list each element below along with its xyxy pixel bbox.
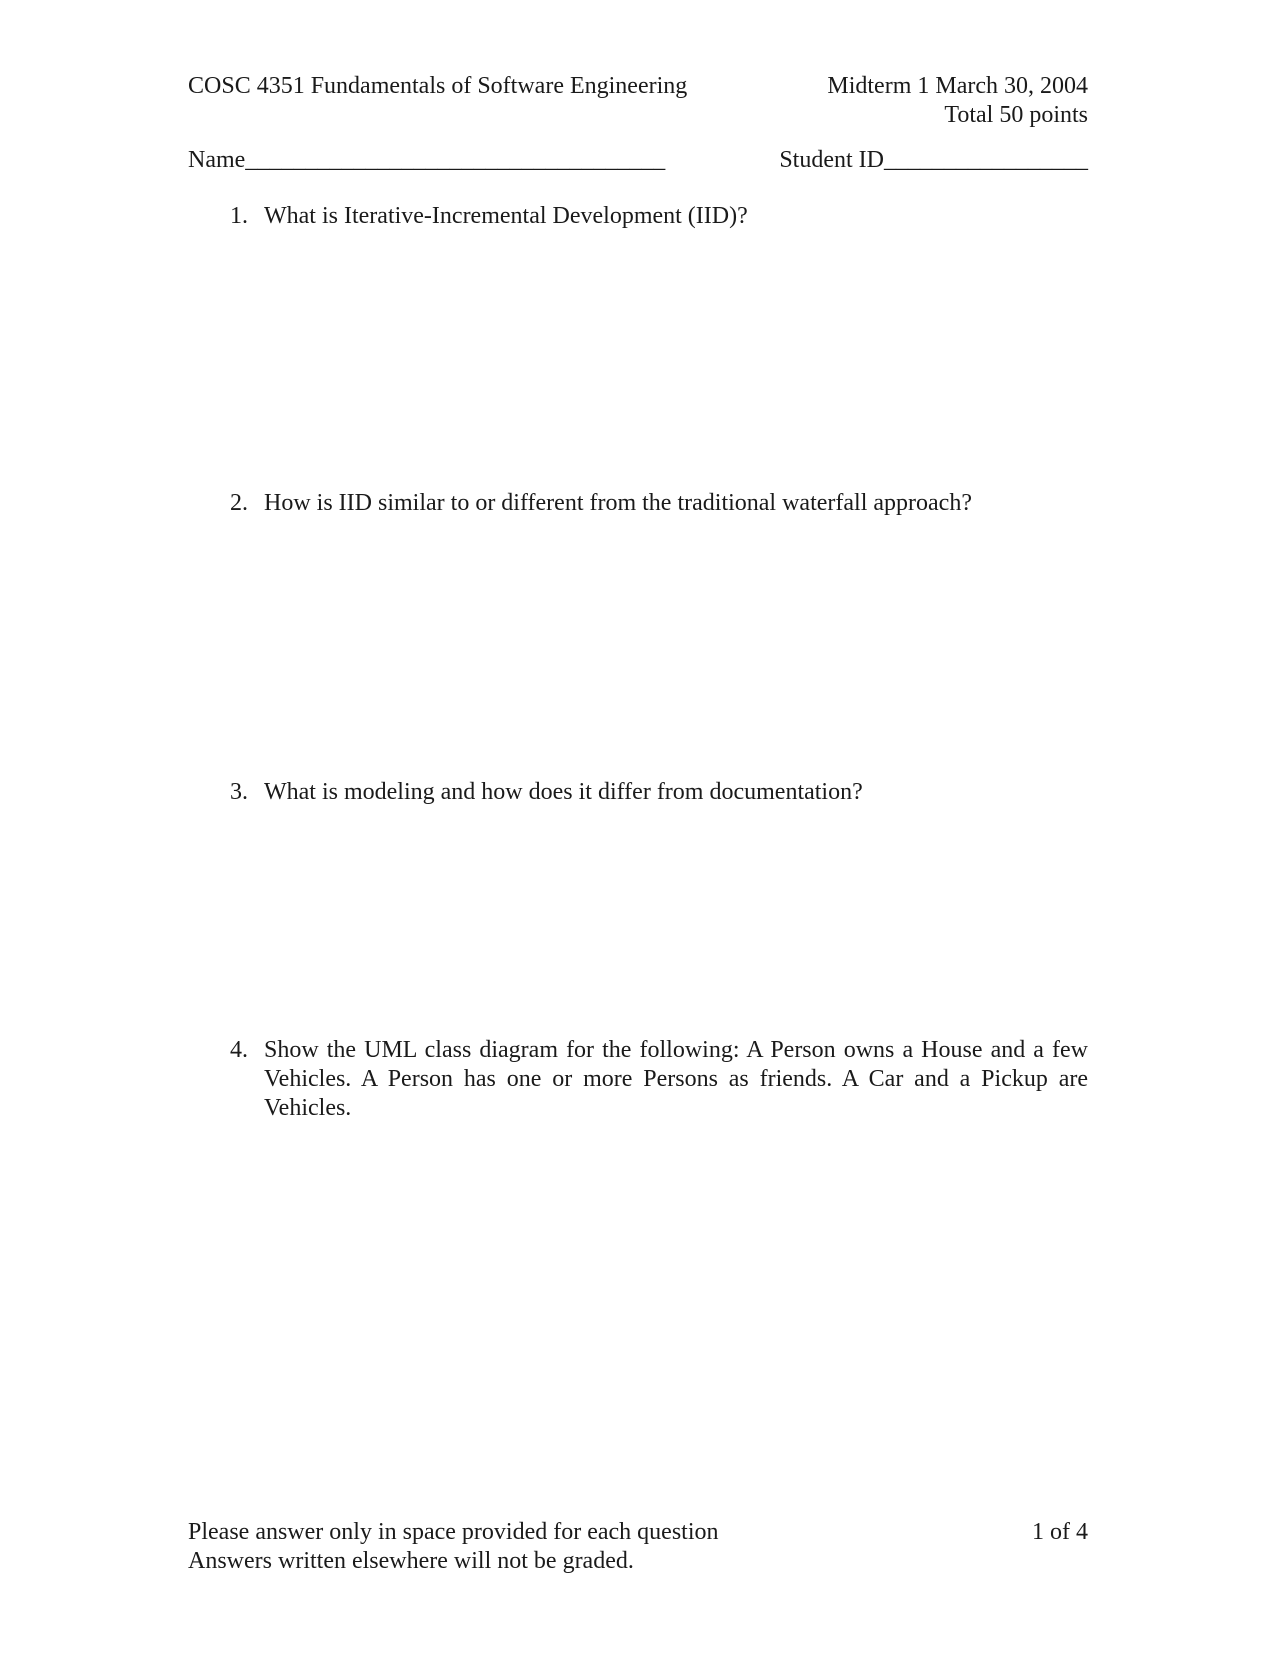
- exam-title: Midterm 1 March 30, 2004: [827, 73, 1088, 99]
- question-4: [224, 1036, 1088, 1123]
- footer-instruction-2: Answers written elsewhere will not be graded.: [188, 1548, 634, 1574]
- question-number: 1.: [230, 203, 248, 229]
- student-id-field: Student ID_________________: [779, 147, 1088, 173]
- question-text: Show the UML class diagram for the following: A Person owns a House and a few Vehicles. A Person has one or more Persons as friends. A Car and a Pickup are Vehicles.: [264, 1037, 1088, 1121]
- total-points: Total 50 points: [944, 102, 1088, 128]
- page-number: 1 of 4: [1032, 1519, 1088, 1545]
- question-text: What is Iterative-Incremental Development (IID)?: [264, 203, 748, 229]
- question-number: 2.: [230, 490, 248, 516]
- course-title: COSC 4351 Fundamentals of Software Engineering: [188, 73, 688, 99]
- question-number: 3.: [230, 779, 248, 805]
- footer-instruction-1: Please answer only in space provided for each question: [188, 1519, 719, 1545]
- question-text: What is modeling and how does it differ from documentation?: [264, 779, 863, 805]
- question-1: [224, 202, 1088, 231]
- question-text: How is IID similar to or different from the traditional waterfall approach?: [264, 490, 972, 516]
- question-number: 4.: [230, 1037, 248, 1063]
- name-field: Name___________________________________: [188, 147, 666, 173]
- question-2: [224, 489, 1088, 518]
- question-3: [224, 778, 1088, 807]
